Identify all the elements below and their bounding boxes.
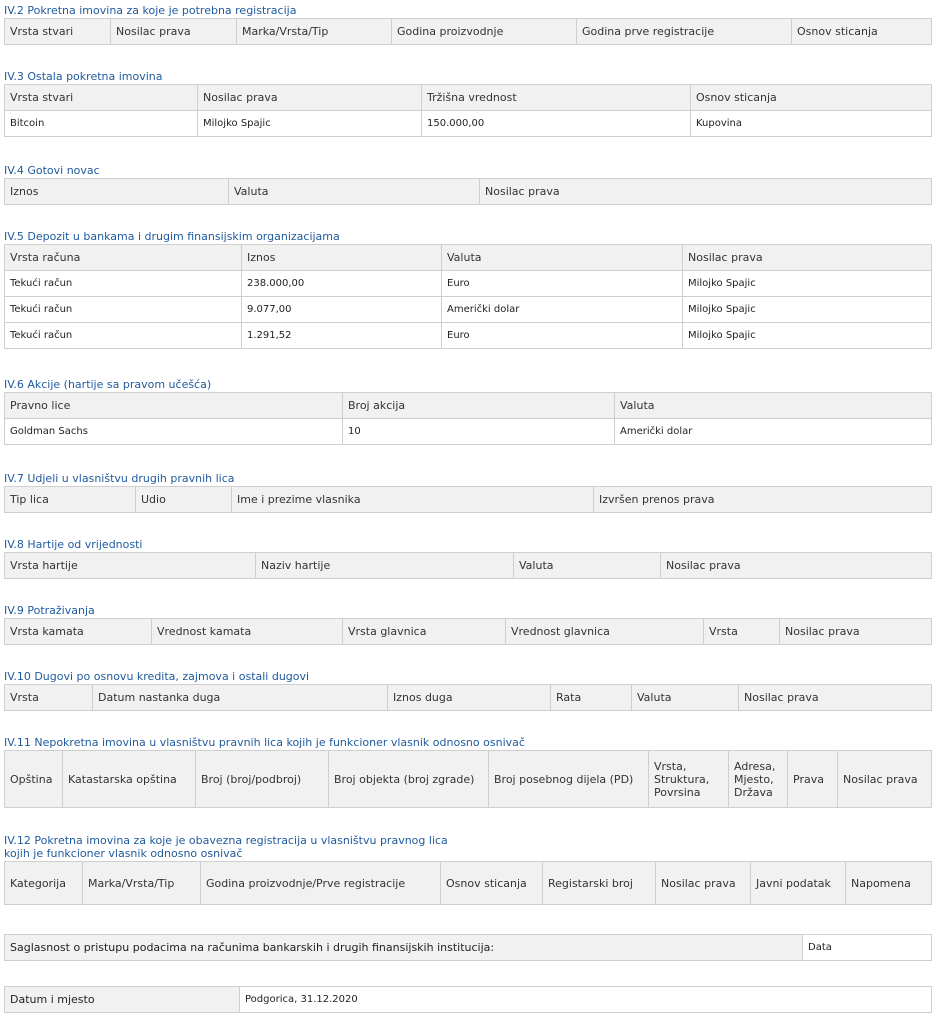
table-row [5,111,932,137]
section-title: IV.11 Nepokretna imovina u vlasništvu pravnih lica kojih je funkcioner vlasnik odnosno osnivač [4,736,525,749]
table-cell: Tekući račun [5,323,242,349]
column-header: Naziv hartije [256,553,514,579]
column-header: Nosilac prava [661,553,932,579]
column-header: Nosilac prava [198,85,422,111]
column-header: Tip lica [5,487,136,513]
column-header: Vrsta [5,685,93,711]
column-header: Rata [551,685,632,711]
column-header: Vrsta računa [5,245,242,271]
column-header: Udio [136,487,232,513]
cash-table [4,178,932,205]
column-header: Osnov sticanja [691,85,932,111]
column-header: Registarski broj [543,862,656,905]
date-place-section [4,985,932,1013]
column-header: Godina prve registracije [577,19,792,45]
column-header: Ime i prezime vlasnika [232,487,594,513]
section-title-line: IV.12 Pokretna imovina za koje je obavezna registracija u vlasništvu pravnog lica [4,834,448,847]
table-header-row [5,85,932,111]
table-row [5,323,932,349]
column-header: Vrsta [704,619,780,645]
table-row [5,935,932,961]
consent-table [4,934,932,961]
column-header: Nosilac prava [739,685,932,711]
column-header: Marka/Vrsta/Tip [237,19,392,45]
column-header: Nosilac prava [780,619,932,645]
section-title: IV.4 Gotovi novac [4,164,100,177]
column-header: Nosilac prava [111,19,237,45]
column-header: Izvršen prenos prava [594,487,932,513]
section-iv12 [4,834,932,905]
table-cell: Američki dolar [615,419,932,445]
section-iv6 [4,378,932,445]
vehicles-table [4,18,932,45]
table-header-row [5,619,932,645]
section-iv10 [4,670,932,711]
column-header: Osnov sticanja [441,862,543,905]
column-header: Kategorija [5,862,83,905]
column-header: Tržišna vrednost [422,85,691,111]
section-iv11 [4,736,932,808]
column-header: Marka/Vrsta/Tip [83,862,201,905]
table-cell: 150.000,00 [422,111,691,137]
column-header: Iznos [5,179,229,205]
table-cell: Milojko Spajic [683,271,932,297]
table-cell: Tekući račun [5,297,242,323]
column-header: Vrednost kamata [152,619,343,645]
section-iv2 [4,4,932,45]
column-header: Pravno lice [5,393,343,419]
column-header: Nosilac prava [480,179,932,205]
date-place-table [4,986,932,1013]
section-title: IV.3 Ostala pokretna imovina [4,70,163,83]
section-title: IV.7 Udjeli u vlasništvu drugih pravnih lica [4,472,235,485]
column-header: Nosilac prava [683,245,932,271]
section-iv4 [4,164,932,205]
section-title: IV.9 Potraživanja [4,604,95,617]
section-title: IV.2 Pokretna imovina za koje je potrebna registracija [4,4,297,17]
column-header: Vrsta kamata [5,619,152,645]
table-cell: Kupovina [691,111,932,137]
table-row [5,271,932,297]
column-header: Vrsta, Struktura, Povrsina [649,751,729,808]
consent-section [4,933,932,961]
column-header: Godina proizvodnje/Prve registracije [201,862,441,905]
section-title [4,834,932,860]
section-iv3 [4,70,932,137]
table-header-row [5,393,932,419]
section-title: IV.10 Dugovi po osnovu kredita, zajmova i ostali dugovi [4,670,310,683]
column-header: Valuta [229,179,480,205]
column-header: Katastarska opština [63,751,196,808]
section-title: IV.8 Hartije od vrijednosti [4,538,143,551]
table-header-row [5,19,932,45]
receivables-table [4,618,932,645]
table-cell: Milojko Spajic [198,111,422,137]
table-header-row [5,487,932,513]
table-header-row [5,685,932,711]
section-iv8 [4,538,932,579]
table-cell: 9.077,00 [242,297,442,323]
table-row [5,987,932,1013]
column-header: Javni podatak [751,862,846,905]
table-cell: 10 [343,419,615,445]
table-cell: 1.291,52 [242,323,442,349]
table-header-row [5,553,932,579]
column-header: Broj posebnog dijela (PD) [489,751,649,808]
table-cell: 238.000,00 [242,271,442,297]
table-cell: Euro [442,271,683,297]
date-place-value: Podgorica, 31.12.2020 [240,987,932,1013]
table-cell: Goldman Sachs [5,419,343,445]
column-header: Vrsta stvari [5,19,111,45]
table-cell: Euro [442,323,683,349]
column-header: Valuta [632,685,739,711]
column-header: Nosilac prava [656,862,751,905]
column-header: Vrednost glavnica [506,619,704,645]
column-header: Iznos duga [388,685,551,711]
legal-entity-vehicles-table [4,861,932,905]
column-header: Iznos [242,245,442,271]
column-header: Vrsta hartije [5,553,256,579]
table-cell: Milojko Spajic [683,297,932,323]
table-row [5,297,932,323]
column-header: Broj akcija [343,393,615,419]
column-header: Adresa, Mjesto, Država [729,751,788,808]
section-iv9 [4,604,932,645]
table-cell: Tekući račun [5,271,242,297]
column-header: Vrsta glavnica [343,619,506,645]
consent-value: Data [803,935,932,961]
table-row [5,419,932,445]
column-header: Valuta [442,245,683,271]
section-title: IV.6 Akcije (hartije sa pravom učešća) [4,378,212,391]
column-header: Datum nastanka duga [93,685,388,711]
table-header-row [5,179,932,205]
date-place-label: Datum i mjesto [5,987,240,1013]
column-header: Nosilac prava [838,751,932,808]
section-title: IV.5 Depozit u bankama i drugim finansijskim organizacijama [4,230,340,243]
deposits-table [4,244,932,349]
section-iv5 [4,230,932,349]
column-header: Valuta [514,553,661,579]
table-cell: Milojko Spajic [683,323,932,349]
securities-table [4,552,932,579]
section-iv7 [4,472,932,513]
consent-label: Saglasnost o pristupu podacima na računima bankarskih i drugih finansijskih institucija: [5,935,803,961]
table-header-row [5,751,932,808]
table-header-row [5,245,932,271]
table-cell: Američki dolar [442,297,683,323]
column-header: Valuta [615,393,932,419]
column-header: Osnov sticanja [792,19,932,45]
column-header: Godina proizvodnje [392,19,577,45]
column-header: Broj objekta (broj zgrade) [329,751,489,808]
debts-table [4,684,932,711]
column-header: Broj (broj/podbroj) [196,751,329,808]
other-movable-table [4,84,932,137]
legal-entity-real-estate-table [4,750,932,808]
table-cell: Bitcoin [5,111,198,137]
column-header: Opština [5,751,63,808]
column-header: Prava [788,751,838,808]
ownership-shares-table [4,486,932,513]
column-header: Napomena [846,862,932,905]
table-header-row [5,862,932,905]
column-header: Vrsta stvari [5,85,198,111]
section-title-line: kojih je funkcioner vlasnik odnosno osnivač [4,847,243,860]
shares-table [4,392,932,445]
